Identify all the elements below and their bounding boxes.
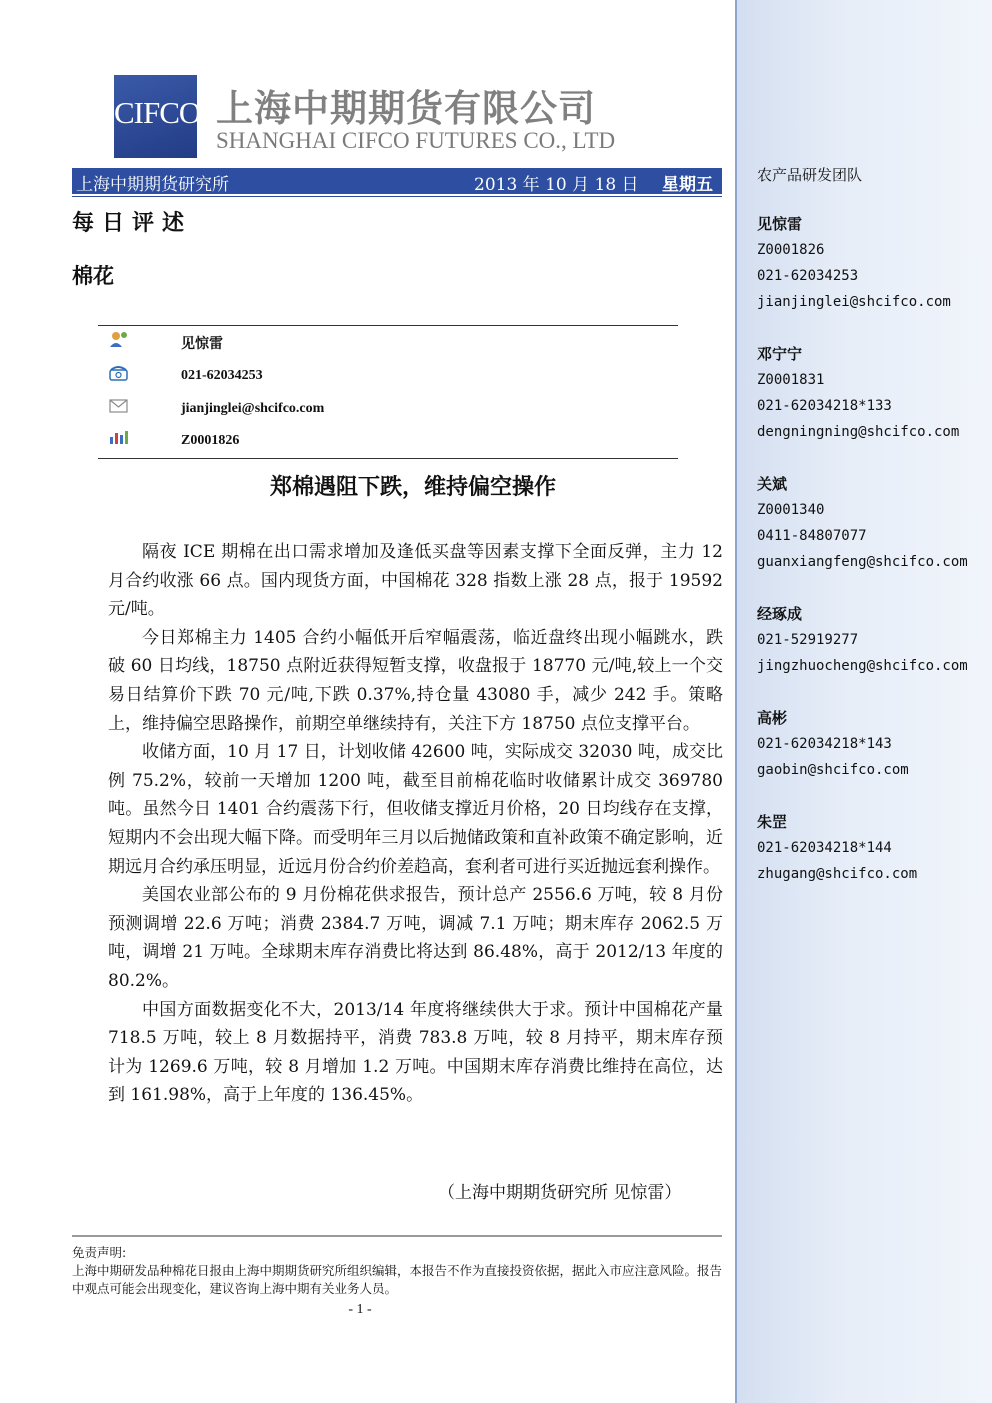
contact-email[interactable]: jianjinglei@shcifco.com (757, 294, 951, 310)
section-title: 每日评述 (72, 210, 193, 236)
header-band (72, 168, 722, 194)
page-number: - 1 - (348, 1302, 372, 1317)
disclaimer (72, 1244, 722, 1298)
contact-email[interactable]: guanxiangfeng@shcifco.com (757, 554, 968, 570)
report-weekday: 星期五 (662, 175, 713, 195)
paragraph: 收储方面，10 月 17 日，计划收储 42600 吨，实际成交 32030 吨，成交比例 75.2%，较前一天增加 1200 吨，截至目前棉花临时收储累计成交 369780 吨。虽然今日 1401 合约震荡下行，但收储支撑近月价格，20 日均线存在支撑，短期内不会出现大幅下降。而受明年三月以后抛储政策和直补政策不确定影响，近期远月合约承压明显，近远月份合约价差趋高，套利者可进行买近抛远套利操作。 (108, 742, 723, 877)
person-icon (108, 330, 130, 348)
contact-email[interactable]: gaobin@shcifco.com (757, 762, 909, 778)
phone-icon (108, 364, 130, 382)
article-headline: 郑棉遇阻下跌，维持偏空操作 (269, 475, 556, 500)
paragraph: 美国农业部公布的 9 月份棉花供求报告，预计总产 2556.6 万吨，较 8 月份预测调增 22.6 万吨；消费 2384.7 万吨，调减 7.1 万吨；期末库存 2062.5 万吨，调增 21 万吨。全球期末库存消费比将达到 86.48%，高于 2012/13 年度的 80.2%。 (108, 885, 723, 991)
contact-phone: 021-62034253 (757, 268, 859, 284)
contact-name: 高彬 (757, 709, 788, 727)
contact-phone: 021-62034218*143 (757, 736, 892, 752)
paragraph: 隔夜 ICE 期棉在出口需求增加及逢低买盘等因素支撑下全面反弹，主力 12 月合约收涨 66 点。国内现货方面，中国棉花 328 指数上涨 28 点，报于 19592 元/吨。 (108, 542, 723, 620)
company-name-cn: 上海中期期货有限公司 (216, 87, 596, 130)
article-body (108, 538, 723, 1110)
report-date: 2013 年 10 月 18 日 (474, 175, 639, 195)
contact-email[interactable]: dengningning@shcifco.com (757, 424, 960, 440)
sidebar-contact (757, 809, 917, 887)
sidebar-contact (757, 341, 959, 445)
company-name-en: SHANGHAI CIFCO FUTURES CO., LTD (216, 128, 616, 153)
author-name: 见惊雷 (181, 337, 223, 352)
paragraph: 中国方面数据变化不大，2013/14 年度将继续供大于求。预计中国棉花产量 718.5 万吨，较上 8 月数据持平，消费 783.8 万吨，较 8 月持平，期末库存预计为 1269.6 万吨，较 8 月增加 1.2 万吨。中国期末库存消费比维持在高位，达到 161.98%，高于上年度的 136.45%。 (108, 999, 723, 1106)
sidebar-contact (757, 601, 968, 679)
envelope-icon (108, 397, 130, 415)
contact-name: 邓宁宁 (757, 345, 803, 363)
contact-phone: 0411-84807077 (757, 528, 867, 544)
commodity-title: 棉花 (72, 263, 114, 288)
disclaimer-title: 免责声明: (72, 1245, 127, 1260)
chart-icon (108, 428, 130, 446)
footer-rule (72, 1235, 722, 1237)
contact-name: 朱罡 (757, 813, 788, 831)
contact-email[interactable]: zhugang@shcifco.com (757, 866, 918, 882)
author-phone: 021-62034253 (181, 368, 263, 383)
contact-license: Z0001831 (757, 372, 825, 388)
contact-phone: 021-52919277 (757, 632, 859, 648)
article-signoff: （上海中期期货研究所 见惊雷） (438, 1183, 682, 1203)
contact-name: 经琢成 (757, 605, 803, 623)
author-card-top-rule (98, 325, 678, 326)
contacts-sidebar (735, 0, 992, 1403)
paragraph: 今日郑棉主力 1405 合约小幅低开后窄幅震荡，临近盘终出现小幅跳水，跌破 60 日均线，18750 点附近获得短暂支撑，收盘报于 18770 元/吨,较上一个交易日结算价下跌 70 元/吨,下跌 0.37%,持仓量 43080 手，减少 242 手。策略上，维持偏空思路操作，前期空单继续持有，关注下方 18750 点位支撑平台。 (108, 627, 723, 734)
institute-name: 上海中期期货研究所 (76, 175, 229, 195)
contact-name: 关斌 (757, 475, 788, 493)
header-divider (72, 196, 722, 197)
contact-phone: 021-62034218*133 (757, 398, 892, 414)
sidebar-team-title: 农产品研发团队 (757, 166, 863, 184)
contact-email[interactable]: jingzhuocheng@shcifco.com (757, 658, 968, 674)
disclaimer-text: 上海中期研发品种棉花日报由上海中期期货研究所组织编辑，本报告不作为直接投资依据，据此入市应注意风险。报告中观点可能会出现变化，建议咨询上海中期有关业务人员。 (72, 1263, 723, 1296)
contact-license: Z0001826 (757, 242, 825, 258)
sidebar-contact (757, 211, 951, 315)
contact-name: 见惊雷 (757, 215, 803, 233)
company-logo-text: CIFCO (114, 95, 201, 130)
author-card-bottom-rule (98, 458, 678, 459)
contact-phone: 021-62034218*144 (757, 840, 892, 856)
sidebar-contact (757, 705, 909, 783)
author-email[interactable]: jianjinglei@shcifco.com (181, 401, 325, 416)
author-license: Z0001826 (181, 433, 240, 448)
contact-license: Z0001340 (757, 502, 825, 518)
